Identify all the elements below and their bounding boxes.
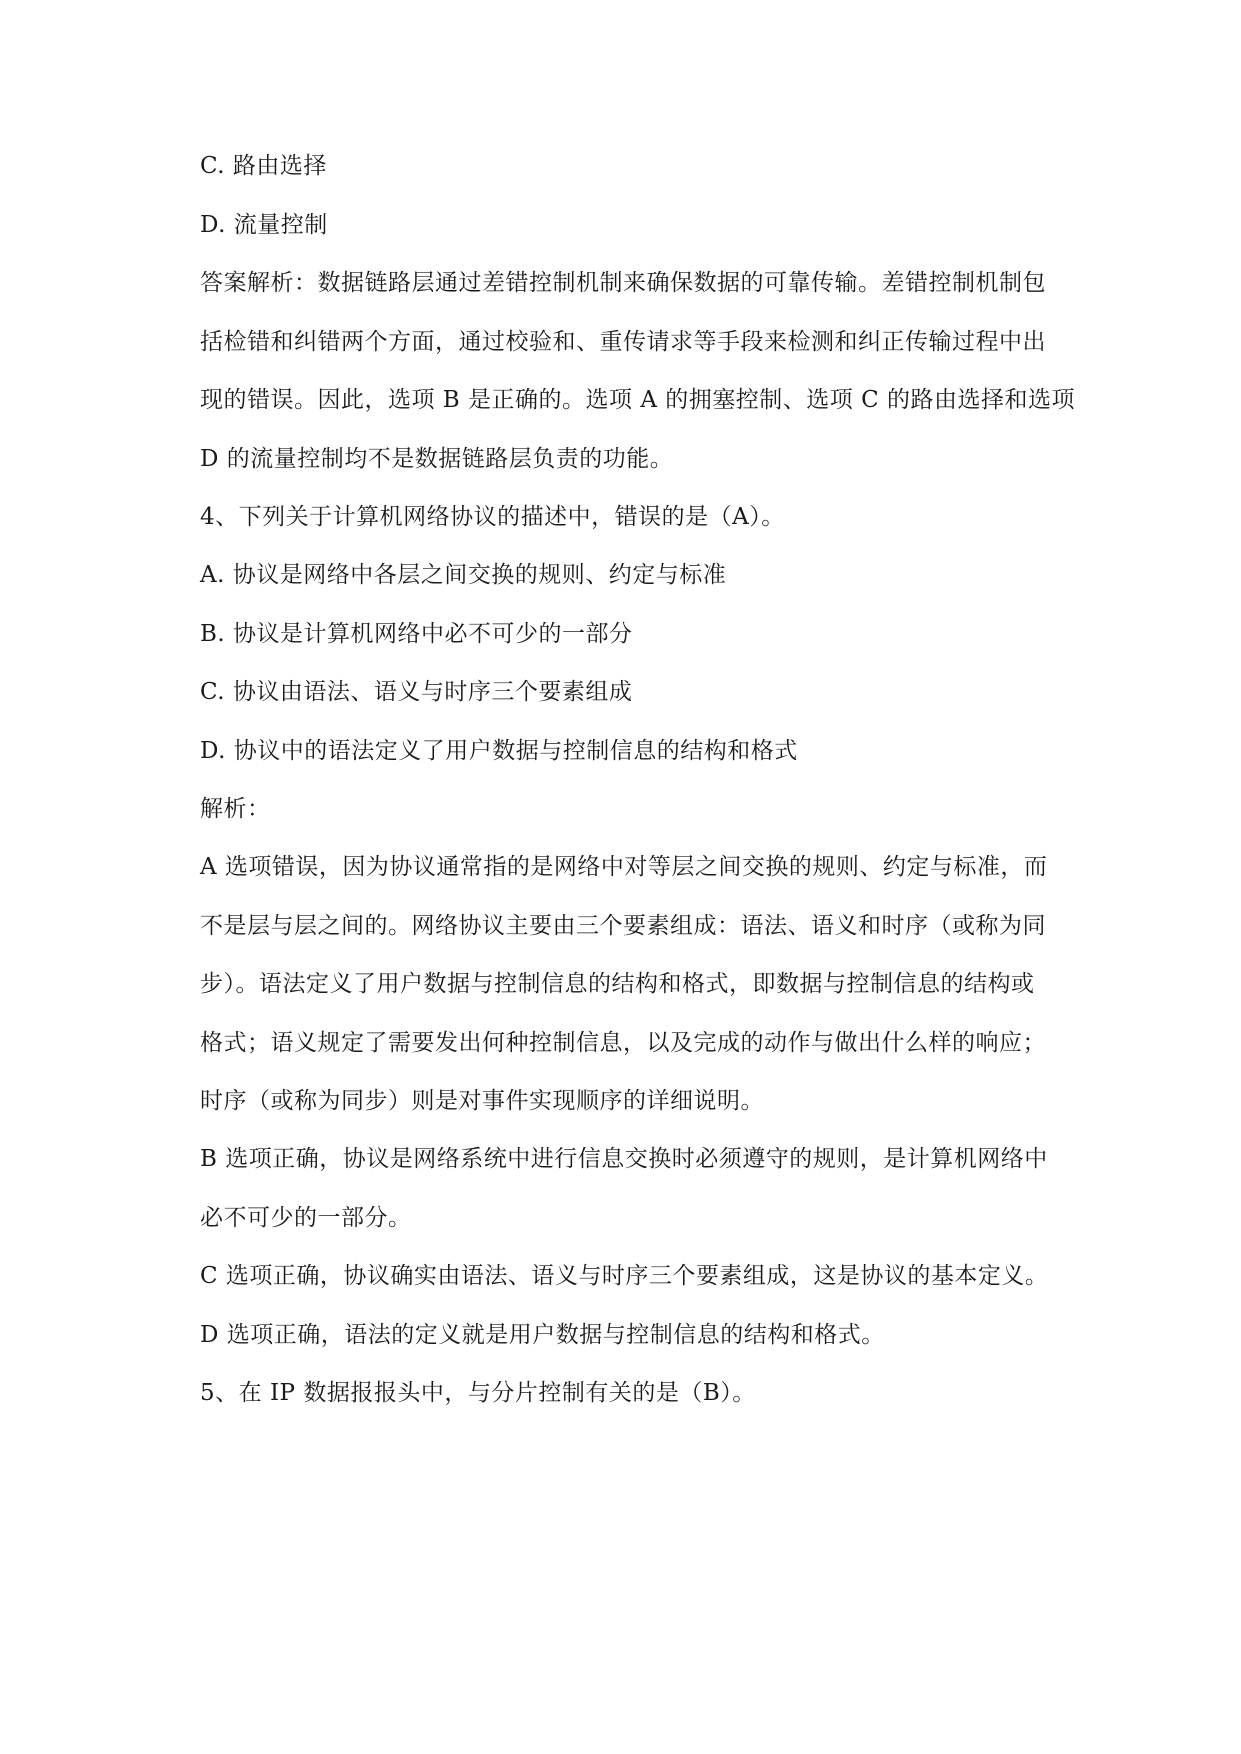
question-4-line: 4、下列关于计算机网络协议的描述中，错误的是（A）。 xyxy=(200,504,785,530)
analysis-a-line-4: 格式；语义规定了需要发出何种控制信息，以及完成的动作与做出什么样的响应； xyxy=(200,1030,1046,1056)
analysis-d-line: D 选项正确，语法的定义就是用户数据与控制信息的结构和格式。 xyxy=(200,1322,885,1348)
option-d-line: D. 流量控制 xyxy=(200,212,328,238)
analysis-b-line-2: 必不可少的一部分。 xyxy=(200,1205,412,1231)
q4-option-d-line: D. 协议中的语法定义了用户数据与控制信息的结构和格式 xyxy=(200,738,798,764)
analysis-a-line-3: 步）。语法定义了用户数据与控制信息的结构和格式，即数据与控制信息的结构或 xyxy=(200,971,1035,997)
q4-option-c-line: C. 协议由语法、语义与时序三个要素组成 xyxy=(200,679,633,705)
answer-explanation-line-4: D 的流量控制均不是数据链路层负责的功能。 xyxy=(200,446,674,472)
q4-option-a-line: A. 协议是网络中各层之间交换的规则、约定与标准 xyxy=(200,562,727,588)
q4-option-b-line: B. 协议是计算机网络中必不可少的一部分 xyxy=(200,621,633,647)
analysis-a-line-5: 时序（或称为同步）则是对事件实现顺序的详细说明。 xyxy=(200,1088,764,1114)
question-5-line: 5、在 IP 数据报报头中，与分片控制有关的是（B）。 xyxy=(200,1380,756,1406)
analysis-c-line: C 选项正确，协议确实由语法、语义与时序三个要素组成，这是协议的基本定义。 xyxy=(200,1263,1049,1289)
answer-explanation-line-3: 现的错误。因此，选项 B 是正确的。选项 A 的拥塞控制、选项 C 的路由选择和选项 xyxy=(200,387,1075,413)
analysis-b-line-1: B 选项正确，协议是网络系统中进行信息交换时必须遵守的规则，是计算机网络中 xyxy=(200,1146,1048,1172)
option-c-line: C. 路由选择 xyxy=(200,153,327,179)
analysis-a-line-1: A 选项错误，因为协议通常指的是网络中对等层之间交换的规则、约定与标准，而 xyxy=(200,854,1048,880)
analysis-heading: 解析： xyxy=(200,796,271,822)
answer-explanation-line-1: 答案解析：数据链路层通过差错控制机制来确保数据的可靠传输。差错控制机制包 xyxy=(200,270,1046,296)
answer-explanation-line-2: 括检错和纠错两个方面，通过校验和、重传请求等手段来检测和纠正传输过程中出 xyxy=(200,329,1046,355)
analysis-a-line-2: 不是层与层之间的。网络协议主要由三个要素组成：语法、语义和时序（或称为同 xyxy=(200,913,1046,939)
